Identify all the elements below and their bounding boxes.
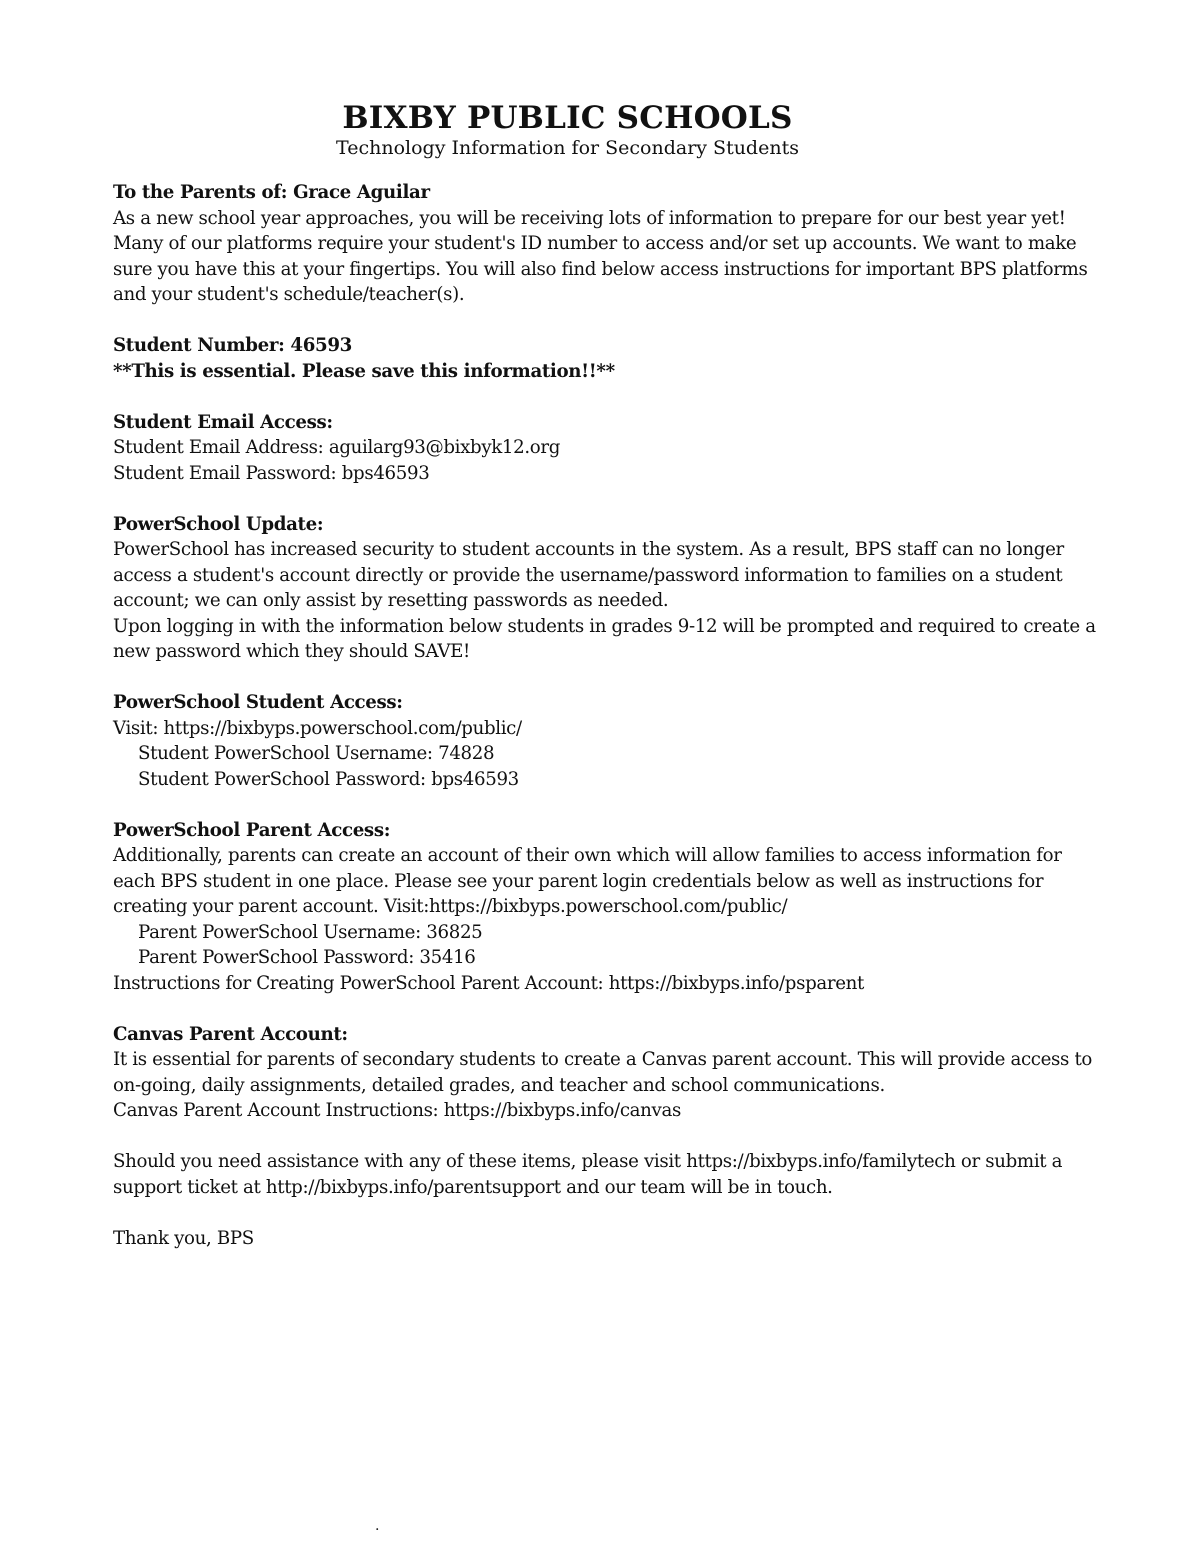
student-number: Student Number: 46593 [113,335,352,356]
powerschool-update-line: PowerSchool has increased security to student accounts in the system. As a result, BPS staff can no longer [113,539,1064,560]
spacer [113,1124,1113,1150]
parent-account-instructions: Instructions for Creating PowerSchool Parent Account: https://bixbyps.info/psparent [113,972,864,994]
parent-powerschool-password: Parent PowerSchool Password: 35416 [138,947,476,968]
letter-body [113,180,1113,1251]
student-access-heading: PowerSchool Student Access: [113,692,403,713]
powerschool-update-line: account; we can only assist by resetting passwords as needed. [113,590,669,611]
parent-access-line: each BPS student in one place. Please see your parent login credentials below as well as instructions for [113,870,1044,892]
parent-access-line: Additionally, parents can create an account of their own which will allow families to access information for [113,845,1062,866]
email-access-heading: Student Email Access: [113,411,333,433]
student-powerschool-username: Student PowerSchool Username: 74828 [138,743,495,764]
spacer [113,384,1113,410]
spacer [113,308,1113,334]
signoff: Thank you, BPS [113,1227,254,1249]
intro-heading: To the Parents of: Grace Aguilar [113,182,430,203]
intro-line: As a new school year approaches, you will be receiving lots of information to prepare for our best year yet! [113,207,1066,229]
powerschool-update-line: new password which they should SAVE! [113,641,470,662]
powerschool-update-line: access a student's account directly or provide the username/password information to families on a student [113,564,1063,586]
intro-line: and your student's schedule/teacher(s). [113,284,465,305]
student-email-address: Student Email Address: aguilarg93@bixbyk12.org [113,437,561,458]
closing-line: support ticket at http://bixbyps.info/parentsupport and our team will be in touch. [113,1176,833,1198]
spacer [113,996,1113,1022]
page-subtitle: Technology Information for Secondary Students [336,137,799,159]
student-powerschool-password: Student PowerSchool Password: bps46593 [138,768,519,790]
canvas-instructions: Canvas Parent Account Instructions: https://bixbyps.info/canvas [113,1100,681,1121]
canvas-line: on-going, daily assignments, detailed grades, and teacher and school communications. [113,1074,885,1096]
spacer [113,665,1113,691]
essential-note: **This is essential. Please save this information!!** [113,360,615,382]
parent-access-heading: PowerSchool Parent Access: [113,819,391,841]
footer-mark: . [375,1518,380,1534]
powerschool-update-heading: PowerSchool Update: [113,513,324,535]
canvas-heading: Canvas Parent Account: [113,1023,348,1045]
closing-line: Should you need assistance with any of these items, please visit https://bixbyps.info/familytech or submit a [113,1151,1063,1172]
intro-line: sure you have this at your fingertips. You will also find below access instructions for important BPS platforms [113,258,1088,280]
parent-access-line: creating your parent account. Visit:https://bixbyps.powerschool.com/public/ [113,896,788,917]
canvas-line: It is essential for parents of secondary students to create a Canvas parent account. This will provide access to [113,1049,1093,1070]
page-title: BIXBY PUBLIC SCHOOLS [342,100,793,136]
student-access-visit-link: Visit: https://bixbyps.powerschool.com/public/ [113,717,522,739]
intro-line: Many of our platforms require your student's ID number to access and/or set up accounts. We want to make [113,233,1077,254]
spacer [113,1200,1113,1226]
spacer [113,792,1113,818]
powerschool-update-line: Upon logging in with the information below students in grades 9-12 will be prompted and required to create a [113,615,1096,637]
student-email-password: Student Email Password: bps46593 [113,462,430,484]
spacer [113,486,1113,512]
parent-powerschool-username: Parent PowerSchool Username: 36825 [138,921,483,943]
